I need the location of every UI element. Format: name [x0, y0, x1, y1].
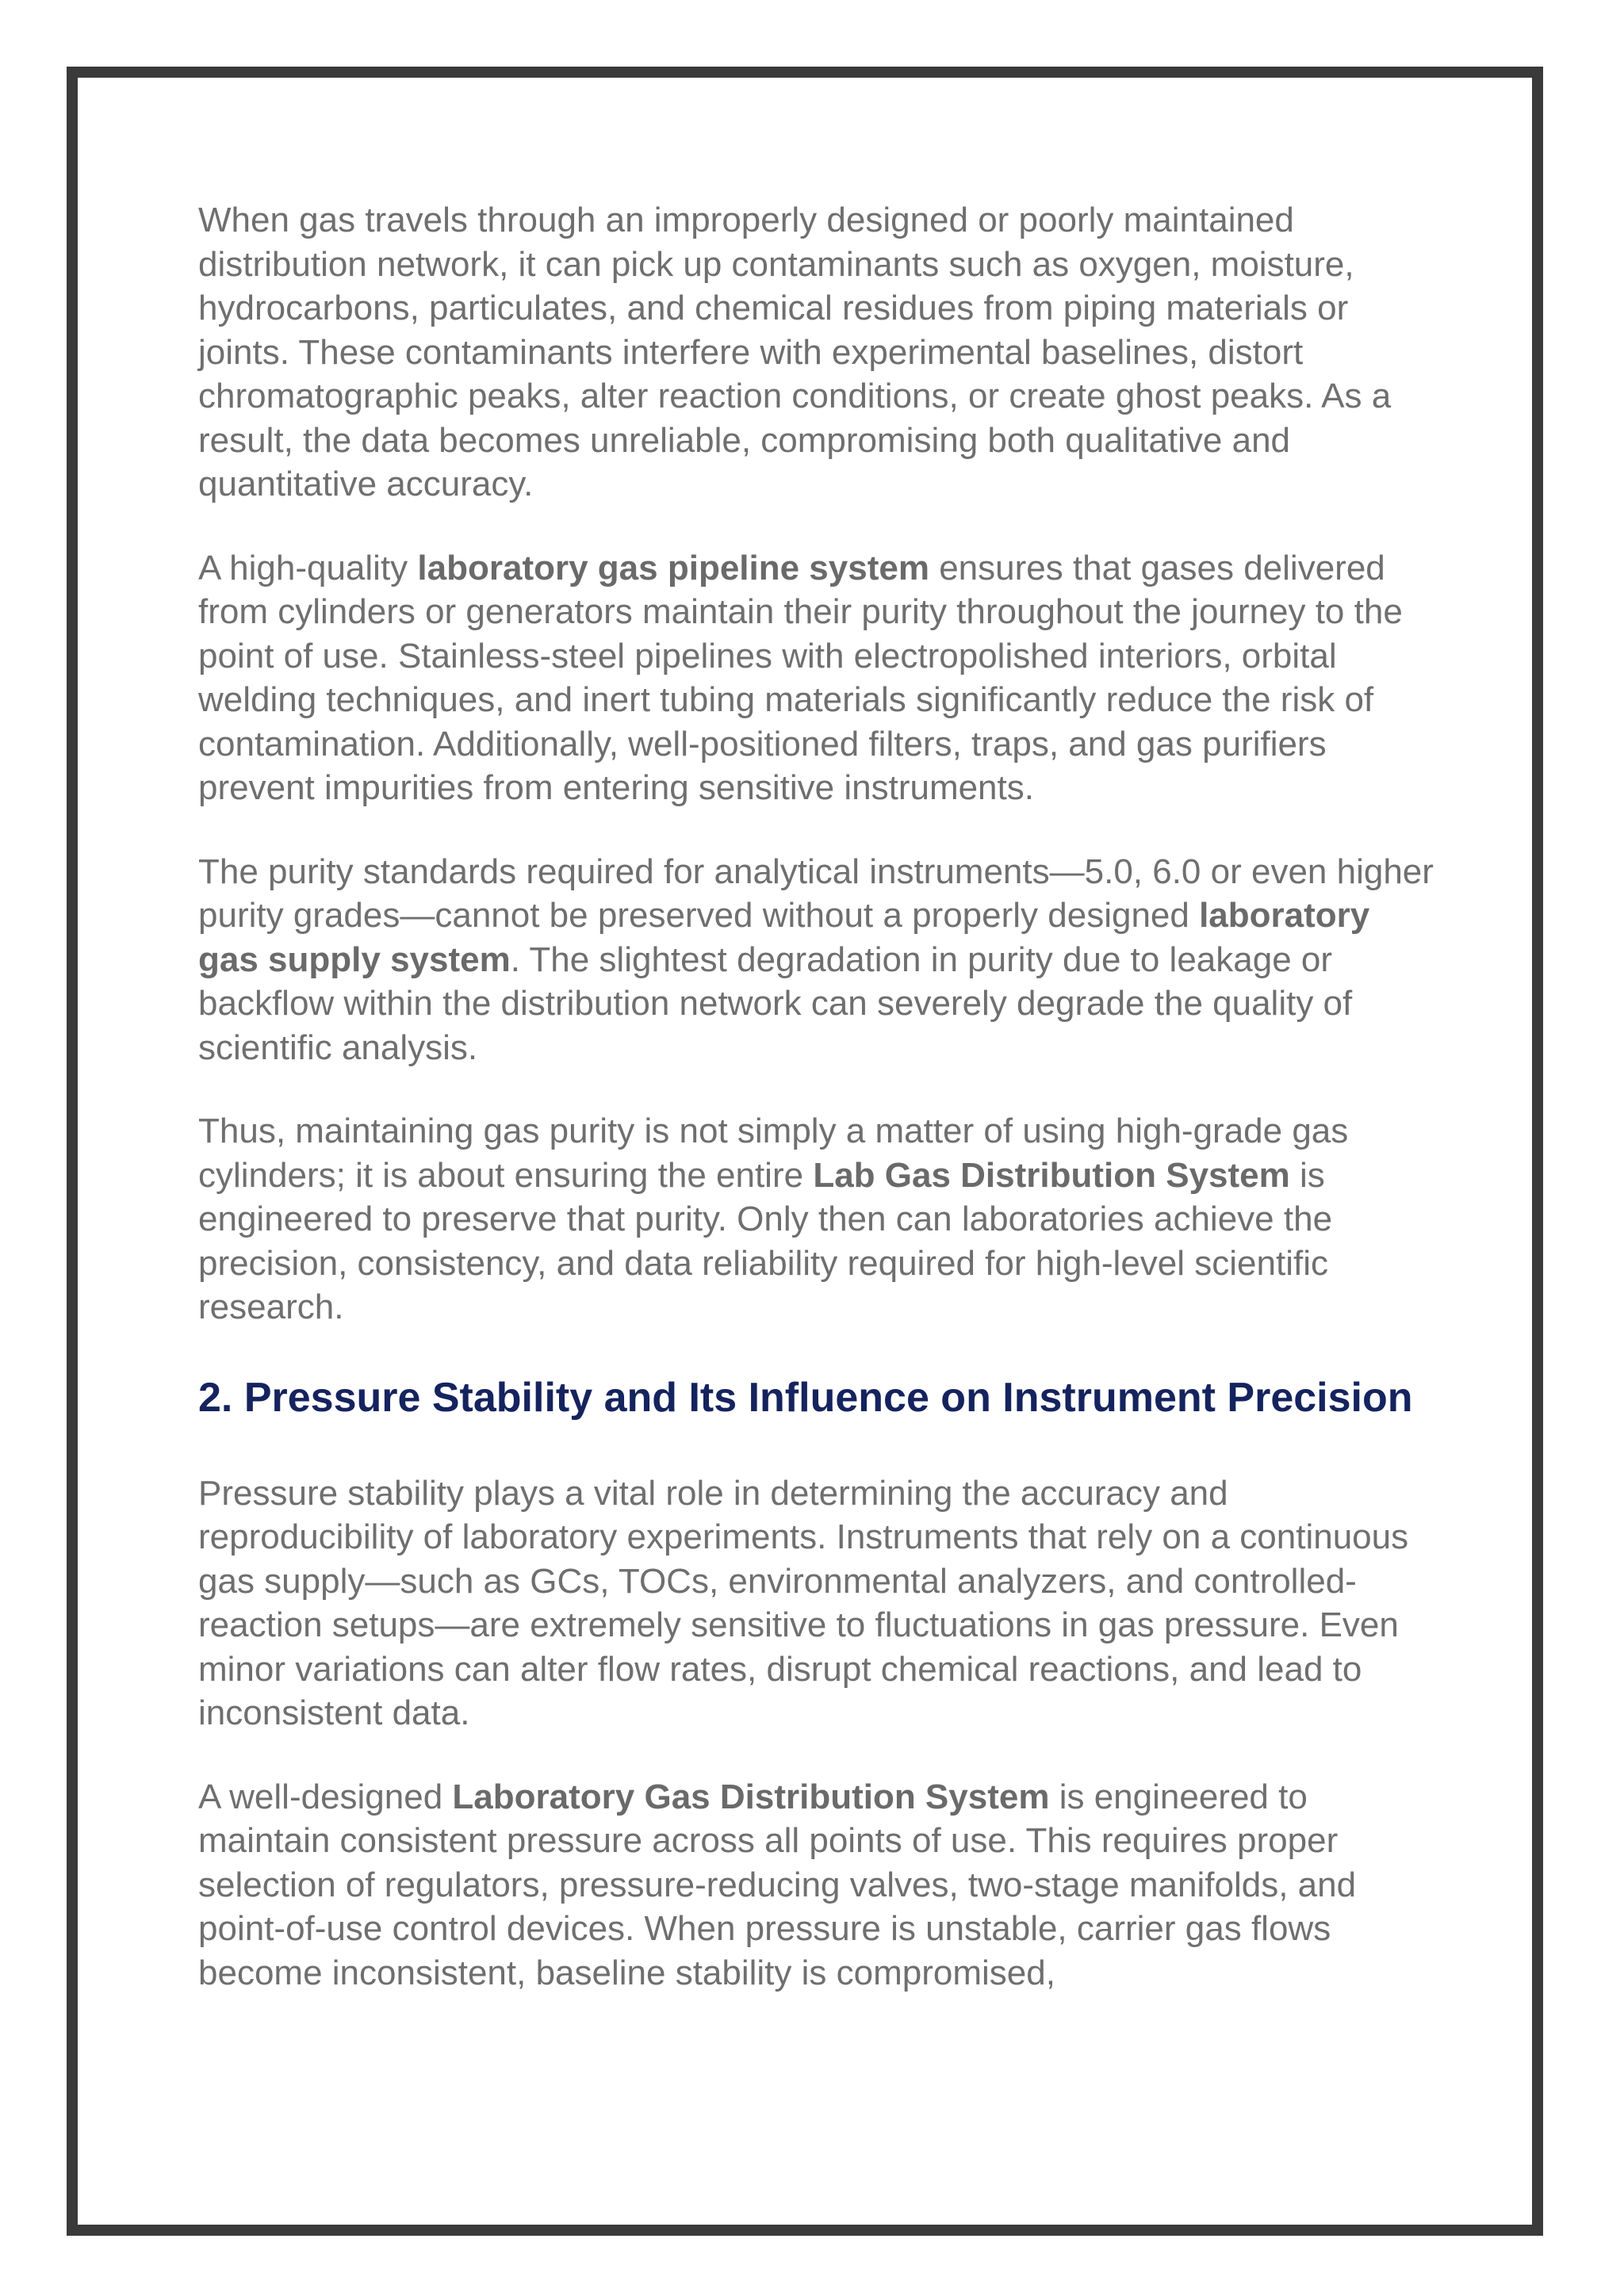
section-heading: 2. Pressure Stability and Its Influence on Instrument Precision — [198, 1374, 1413, 1421]
paragraph-text: is engineered to maintain consistent pressure across all points of use. This requires proper selection of regulators, pressure-reducing valves, two-stage manifolds, and point-of-use control devices. When pressure is unstable, carrier gas flows become inconsistent, baseline stability is compromised, — [198, 1777, 1357, 1992]
paragraph-text: A high-quality — [198, 548, 418, 587]
bold-term: laboratory gas supply system — [198, 896, 1370, 979]
paragraph-pipeline-system — [198, 546, 1435, 810]
paragraph-text: Thus, maintaining gas purity is not simply a matter of using high-grade gas cylinders; it is about ensuring the entire — [198, 1112, 1349, 1195]
paragraph-text: . The slightest degradation in purity due to leakage or backflow within the distribution network can severely degrade the quality of scientific analysis. — [198, 939, 1353, 1067]
paragraph-text: Pressure stability plays a vital role in determining the accuracy and reproducibility of laboratory experiments. Instruments that rely on a continuous gas supply—such as GCs, TOCs, environmental analyzers, and controlled-reaction setups—are extremely sensitive to fluctuations in gas pressure. Even minor variations can alter flow rates, disrupt chemical reactions, and lead to inconsistent data. — [198, 1473, 1409, 1732]
paragraph-text: is engineered to preserve that purity. Only then can laboratories achieve the precision, consistency, and data reliability required for high-level scientific research. — [198, 1155, 1333, 1326]
document-body — [198, 198, 1435, 2034]
paragraph-distribution-system — [198, 1775, 1435, 1996]
paragraph-pressure-stability — [198, 1471, 1435, 1735]
bold-term: Lab Gas Distribution System — [813, 1155, 1290, 1195]
paragraph-text: ensures that gases delivered from cylinders or generators maintain their purity throughout the journey to the point of use. Stainless-steel pipelines with electropolished interiors, orbital welding techniques, and inert tubing materials significantly reduce the risk of contamination. Additionally, well-positioned filters, traps, and gas purifiers prevent impurities from entering sensitive instruments. — [198, 548, 1403, 807]
paragraph-purity-standards — [198, 850, 1435, 1070]
paragraph-text: The purity standards required for analytical instruments—5.0, 6.0 or even higher purity grades—cannot be preserved without a properly designed — [198, 851, 1434, 935]
paragraph-conclusion — [198, 1109, 1435, 1330]
bold-term: Laboratory Gas Distribution System — [452, 1777, 1050, 1816]
paragraph-text: When gas travels through an improperly designed or poorly maintained distribution network, it can pick up contaminants such as oxygen, moisture, hydrocarbons, particulates, and chemical residues from piping materials or joints. These contaminants interfere with experimental baselines, distort chromatographic peaks, alter reaction conditions, or create ghost peaks. As a result, the data becomes unreliable, compromising both qualitative and quantitative accuracy. — [198, 201, 1392, 503]
bold-term: laboratory gas pipeline system — [417, 548, 929, 587]
paragraph-text: A well-designed — [198, 1777, 453, 1816]
paragraph-contaminants — [198, 198, 1435, 507]
